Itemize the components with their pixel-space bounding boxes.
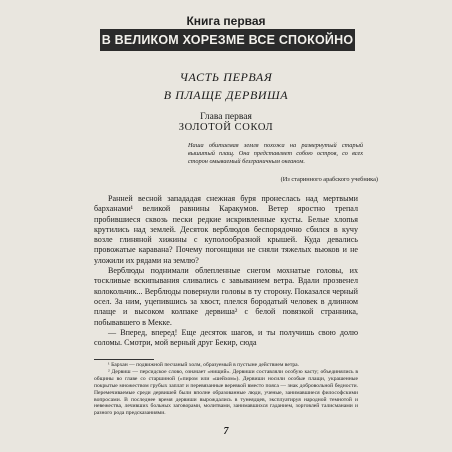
- paragraph: — Вперед, вперед! Еще десяток шагов, и ты получишь свою долю соломы. Смотри, мой верный друг Бекир, сюда: [94, 327, 358, 348]
- footnote: ² Дервиш — персидское слово, означает «нищий». Дервиши составляли особую касту; объединялись в общины во главе со старшиной («пиром или «шейхом»). Дервиши носили особые плащи, украшенные покрытые множеством грубых заплат и перевязанные веревкой вместо пояса — знак добровольной бедности. Перемечиваемые среди дервишей были вполне образованные люди, ученые, занимавшиеся философскими вопросами. В последнее время дервиши вырождались в тунеядцев, эксплуатируя народной темнотой и невежества, лечивших больных заговорами, молитвами, занимавшихся гаданием, зорговлей талисманами и разного рода предсказаниями.: [94, 368, 358, 417]
- footnote: ¹ Бархан — подвижной песчаный холм, образуемый в пустыне действием ветра.: [108, 362, 300, 368]
- epigraph-source: (Из старинного арабского учебника): [280, 176, 378, 183]
- part-title: ЧАСТЬ ПЕРВАЯ: [179, 70, 273, 84]
- page-number: 7: [223, 426, 229, 437]
- footnote-divider: [94, 359, 154, 360]
- part-subtitle: В ПЛАЩЕ ДЕРВИША: [163, 88, 289, 102]
- book-label: Книга первая: [186, 14, 266, 28]
- body-text: [94, 194, 358, 348]
- book-title-banner: В ВЕЛИКОМ ХОРЕЗМЕ ВСЕ СПОКОЙНО: [100, 29, 355, 51]
- chapter-title: ЗОЛОТОЙ СОКОЛ: [178, 122, 274, 133]
- epigraph: Наша обитаемая земля похожа на развернутый старый вышитый плащ. Она представляет собою остров, со всех сторон омываемый безграничным океаном.: [188, 142, 363, 166]
- paragraph: Ранней весной запададая снежная буря пронеслась над мертвыми барханами¹ великой равнины Каракумов. Ветер яростно трепал пробившиеся сквозь пески редкие искривленные кусты. Белые хлопья крутились над землей. Десяток верблюдов беспорядочно сбился в кучу возле глиняной хижины с куполообразной крышей. Куда девались провожатые каравана? Почему погонщики не сняли тяжелых вьюков и не уложили их рядами на землю?: [94, 194, 358, 265]
- chapter-number: Глава первая: [200, 112, 252, 122]
- footnotes: [94, 362, 358, 417]
- paragraph: Верблюды поднимали облепленные снегом мохнатые головы, их тоскливые вскипывания сливались с завыванием ветра. Вдали прозвенел колокольчик... Верблюды повернули головы в ту сторону. Показался черный осел. За ним, уцепившись за хвост, плелся бородатый человек в длинном плаще и высоком колпаке дервиша² с белой повязкой странника, побывавшего в Мекке.: [94, 266, 358, 327]
